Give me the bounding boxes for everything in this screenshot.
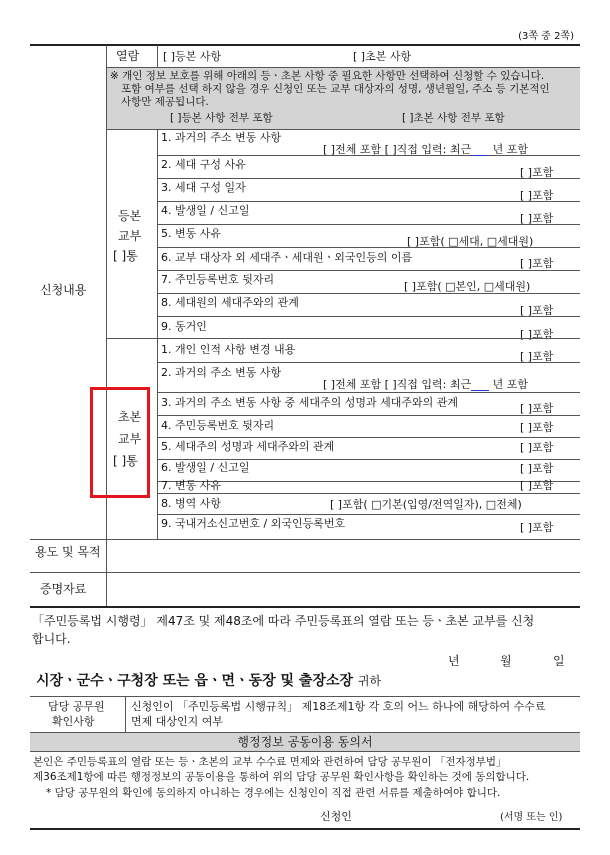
consent-text: 제36조제1항에 따른 행정정보의 공동이용을 통하여 위의 담당 공무원 확인사항을 확인하는 것에 동의합니다. bbox=[33, 771, 530, 783]
chobon-item: 3. 과거의 주소 변동 사항 중 세대주의 성명과 세대주와의 관계 bbox=[161, 396, 458, 409]
table-bottom-border bbox=[30, 828, 580, 830]
deungbon-item: 7. 주민등록번호 뒷자리 bbox=[161, 273, 275, 286]
purpose-field[interactable] bbox=[108, 541, 578, 571]
divider bbox=[157, 270, 580, 271]
divider bbox=[157, 130, 158, 338]
chobon-copies[interactable]: [ ]통 bbox=[113, 454, 138, 468]
officer-text: 면제 대상인지 여부 bbox=[131, 715, 224, 728]
deungbon-item-option[interactable] bbox=[323, 143, 528, 156]
divider bbox=[157, 201, 580, 202]
deungbon-item: 6. 교부 대상자 외 세대주ㆍ세대원ㆍ외국인등의 이름 bbox=[161, 251, 413, 264]
chobon-item-option[interactable]: [ ]포함 bbox=[520, 479, 554, 492]
deungbon-item: 3. 세대 구성 일자 bbox=[161, 181, 246, 194]
deungbon-item: 1. 과거의 주소 변동 사항 bbox=[161, 131, 282, 144]
divider bbox=[157, 45, 158, 67]
chobon-item-option[interactable]: [ ]포함 bbox=[520, 441, 554, 454]
divider bbox=[30, 696, 580, 697]
divider bbox=[157, 459, 580, 460]
divider bbox=[157, 362, 580, 363]
deungbon-item: 5. 변동 사유 bbox=[161, 227, 221, 240]
year-input[interactable] bbox=[471, 144, 489, 156]
recipient-title: 시장ㆍ군수ㆍ구청장 또는 읍ㆍ면ㆍ동장 및 출장소장 bbox=[36, 673, 354, 689]
view-option-chobon[interactable]: [ ]초본 사항 bbox=[353, 50, 412, 63]
divider bbox=[30, 539, 580, 540]
consent-text: * 담당 공무원의 확인에 동의하지 아니하는 경우에는 신청인이 직접 관련 서류를 제출하여야 합니다. bbox=[46, 787, 501, 799]
option-text[interactable]: [ ]전체 포함 [ ]직접 입력: 최근 bbox=[323, 378, 472, 391]
officer-label: 담당 공무원 bbox=[48, 700, 105, 713]
recipient bbox=[36, 673, 381, 690]
divider bbox=[157, 178, 580, 179]
divider bbox=[157, 392, 580, 393]
divider bbox=[30, 606, 580, 608]
deungbon-item-option[interactable]: [ ]포함 bbox=[520, 212, 554, 225]
divider bbox=[30, 572, 580, 573]
date-year[interactable]: 년 bbox=[448, 654, 460, 668]
purpose-label: 용도 및 목적 bbox=[35, 545, 101, 559]
divider bbox=[106, 129, 580, 130]
recipient-suffix: 귀하 bbox=[357, 674, 382, 688]
notice-text: 포함 여부를 선택 하지 않을 경우 신청인 또는 교부 대상자의 성명, 생년월일, 주소 등 기본적인 bbox=[121, 83, 550, 95]
divider bbox=[106, 338, 580, 339]
chobon-item: 4. 주민등록번호 뒷자리 bbox=[161, 419, 275, 432]
proof-field[interactable] bbox=[108, 574, 578, 606]
deungbon-item: 4. 발생일 / 신고일 bbox=[161, 204, 250, 217]
option-suffix: 년 포함 bbox=[492, 143, 528, 156]
deungbon-label: 등본 bbox=[118, 209, 142, 223]
notice-text: 사항만 제공됩니다. bbox=[121, 96, 209, 108]
deungbon-item-option[interactable]: [ ]포함 bbox=[520, 328, 554, 341]
deungbon-item: 9. 동거인 bbox=[161, 320, 207, 333]
section-label: 신청내용 bbox=[40, 283, 87, 297]
chobon-item-option[interactable] bbox=[323, 378, 528, 391]
chobon-item: 8. 병역 사항 bbox=[161, 497, 221, 510]
deungbon-label: 교부 bbox=[118, 229, 142, 243]
chobon-item-option[interactable]: [ ]포함 bbox=[520, 402, 554, 415]
divider bbox=[157, 339, 158, 539]
notice-option-deungbon-all[interactable]: [ ]등본 사항 전부 포함 bbox=[170, 112, 273, 124]
consent-text: 본인은 주민등록표의 열람 또는 등ㆍ초본의 교부 수수료 면제와 관련하여 담당 공무원이 「전자정부법」 bbox=[33, 756, 507, 768]
view-option-deungbon[interactable]: [ ]등본 사항 bbox=[163, 50, 222, 63]
signature-field[interactable]: (서명 또는 인) bbox=[500, 812, 563, 823]
notice-option-chobon-all[interactable]: [ ]초본 사항 전부 포함 bbox=[402, 112, 505, 124]
chobon-item-option[interactable]: [ ]포함 bbox=[520, 521, 554, 534]
year-input[interactable] bbox=[471, 379, 489, 391]
proof-label: 증명자료 bbox=[40, 582, 87, 596]
divider bbox=[157, 437, 580, 438]
deungbon-item: 8. 세대원의 세대주와의 관계 bbox=[161, 296, 299, 309]
chobon-item: 9. 국내거소신고번호 / 외국인등록번호 bbox=[161, 517, 346, 530]
divider bbox=[157, 224, 580, 225]
chobon-item: 5. 세대주의 성명과 세대주와의 관계 bbox=[161, 440, 335, 453]
page-indicator: (3쪽 중 2쪽) bbox=[518, 31, 574, 42]
applicant-label: 신청인 bbox=[320, 810, 352, 823]
divider bbox=[157, 415, 580, 416]
chobon-item-option[interactable]: [ ]포함( □기본(입영/전역일자), □전체) bbox=[330, 498, 522, 511]
statement-text: 「주민등록법 시행령」 제47조 및 제48조에 따라 주민등록표의 열람 또는 등ㆍ초본 교부를 신청 bbox=[32, 614, 535, 628]
chobon-item: 1. 개인 인적 사항 변경 내용 bbox=[161, 343, 296, 356]
option-text[interactable]: [ ]전체 포함 [ ]직접 입력: 최근 bbox=[323, 143, 472, 156]
table-top-border bbox=[30, 44, 580, 46]
chobon-item: 6. 발생일 / 신고일 bbox=[161, 461, 250, 474]
divider bbox=[157, 493, 580, 494]
deungbon-item: 2. 세대 구성 사유 bbox=[161, 158, 246, 171]
statement-text: 합니다. bbox=[32, 632, 71, 646]
chobon-item: 7. 변동 사유 bbox=[161, 479, 221, 492]
deungbon-item-option[interactable]: [ ]포함 bbox=[520, 304, 554, 317]
divider bbox=[157, 316, 580, 317]
chobon-item: 2. 과거의 주소 변동 사항 bbox=[161, 366, 282, 379]
deungbon-copies[interactable]: [ ]통 bbox=[113, 249, 138, 263]
officer-label: 확인사항 bbox=[52, 715, 95, 728]
chobon-label: 초본 bbox=[118, 410, 142, 424]
date-day[interactable]: 일 bbox=[553, 654, 565, 668]
view-label: 열람 bbox=[116, 49, 140, 63]
chobon-item-option[interactable]: [ ]포함 bbox=[520, 350, 554, 363]
divider bbox=[30, 751, 580, 752]
deungbon-item-option[interactable]: [ ]포함( □세대, □세대원) bbox=[407, 235, 534, 248]
chobon-label: 교부 bbox=[118, 432, 142, 446]
deungbon-item-option[interactable]: [ ]포함 bbox=[520, 189, 554, 202]
chobon-item-option[interactable]: [ ]포함 bbox=[520, 421, 554, 434]
consent-title: 행정정보 공동이용 동의서 bbox=[237, 735, 373, 749]
chobon-item-option[interactable]: [ ]포함 bbox=[520, 462, 554, 475]
date-month[interactable]: 월 bbox=[500, 654, 512, 668]
divider bbox=[157, 293, 580, 294]
divider bbox=[106, 545, 107, 607]
deungbon-item-option[interactable]: [ ]포함 bbox=[520, 166, 554, 179]
divider bbox=[125, 697, 126, 732]
officer-text: 신청인이 「주민등록법 시행규칙」 제18조제1항 각 호의 어느 하나에 해당하여 수수료 bbox=[131, 700, 546, 713]
option-suffix: 년 포함 bbox=[492, 378, 528, 391]
notice-text: ※ 개인 정보 보호를 위해 아래의 등ㆍ초본 사항 중 필요한 사항만 선택하여 신청할 수 있습니다. bbox=[110, 70, 545, 82]
divider bbox=[157, 514, 580, 515]
deungbon-item-option[interactable]: [ ]포함 bbox=[520, 257, 554, 270]
deungbon-item-option[interactable]: [ ]포함( □본인, □세대원) bbox=[404, 280, 531, 293]
